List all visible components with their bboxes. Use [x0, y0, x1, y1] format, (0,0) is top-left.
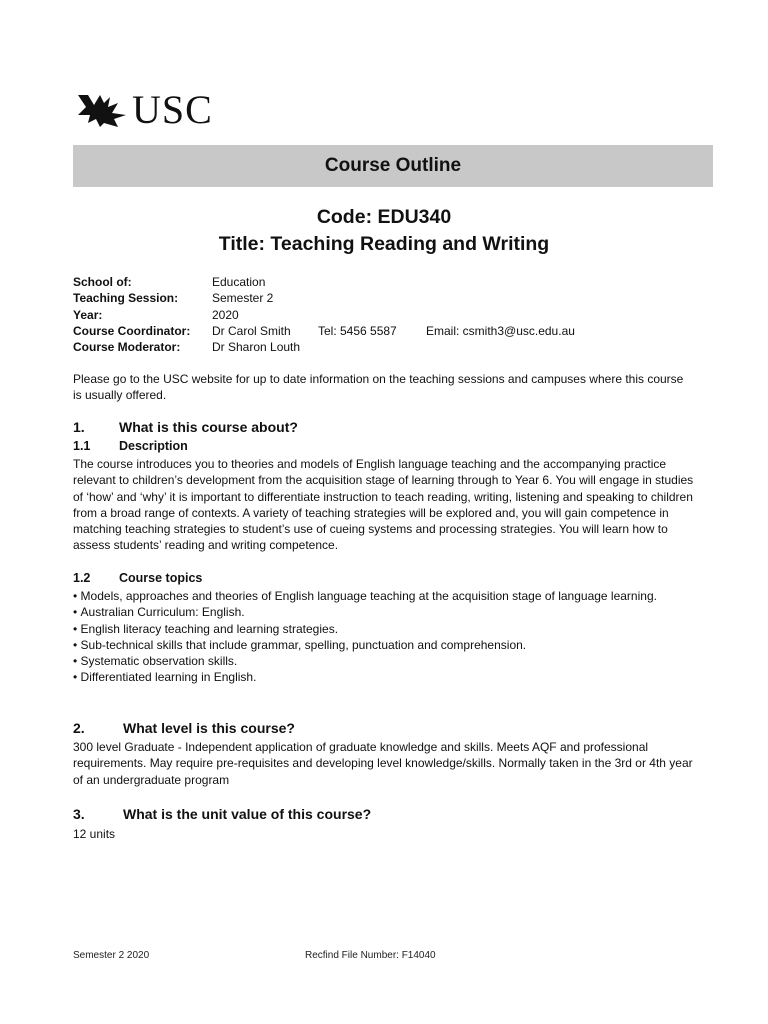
- coordinator-label: Course Coordinator:: [73, 323, 191, 338]
- section-3-heading: [73, 806, 371, 822]
- section-1-1-title: Description: [119, 439, 188, 453]
- session-value: Semester 2: [212, 291, 274, 306]
- coordinator-value: Dr Carol Smith: [212, 323, 291, 338]
- course-title: Title: Teaching Reading and Writing: [218, 233, 550, 255]
- section-2-number: 2.: [73, 720, 85, 736]
- intro-paragraph: Please go to the USC website for up to date information on the teaching sessions and campuses where this course is usually offered.: [73, 372, 684, 403]
- topic-item: • Differentiated learning in English.: [73, 669, 698, 685]
- school-value: Education: [212, 275, 266, 289]
- usc-logo: [78, 87, 213, 132]
- moderator-value: Dr Sharon Louth: [212, 340, 301, 355]
- topic-item: • Australian Curriculum: English.: [73, 604, 698, 620]
- section-1-1-heading: [73, 439, 188, 453]
- topic-item: • English literacy teaching and learning strategies.: [73, 621, 698, 637]
- usc-leaf-icon: [78, 93, 130, 127]
- section-3-number: 3.: [73, 806, 85, 822]
- description-paragraph: The course introduces you to theories and models of English language teaching and the accompanying practice relevant to children’s development from the acquisition stage of learning through to Year 6. You will engage in studies of ‘how’ and ‘why’ it is important to differentiate instruction to teach reading, writing, listening and speaking to children from a broad range of contexts. A variety of teaching strategies will be explored and, you will gain competence in matching teaching strategies to student’s use of cueing systems and processing strategies. You will learn how to assess students’ reading and writing competence.: [73, 457, 694, 553]
- moderator-label: Course Moderator:: [73, 340, 181, 355]
- course-topics-list: [73, 588, 698, 686]
- topic-item: • Systematic observation skills.: [73, 653, 698, 669]
- section-1-1-number: 1.1: [73, 439, 91, 453]
- logo-text: USC: [132, 87, 213, 132]
- section-2-heading: [73, 720, 295, 736]
- course-code: Code: EDU340: [316, 206, 452, 228]
- section-1-2-heading: [73, 571, 202, 585]
- footer-semester: Semester 2 2020: [73, 950, 150, 961]
- session-label: Teaching Session:: [73, 291, 179, 306]
- coordinator-email[interactable]: Email: csmith3@usc.edu.au: [426, 323, 575, 338]
- section-1-title: What is this course about?: [119, 419, 298, 435]
- section-2-title: What level is this course?: [123, 720, 295, 736]
- section-1-2-number: 1.2: [73, 571, 91, 585]
- coordinator-tel: Tel: 5456 5587: [318, 323, 397, 338]
- section-1-2-title: Course topics: [119, 571, 203, 585]
- year-label: Year:: [73, 307, 103, 322]
- topic-item: • Sub-technical skills that include grammar, spelling, punctuation and comprehension.: [73, 637, 698, 653]
- level-paragraph: 300 level Graduate - Independent application of graduate knowledge and skills. Meets AQF and professional requirements. May require pre-requisites and developing level knowledge/skills. Normally taken in the 3rd or 4th year of an undergraduate program: [73, 740, 693, 787]
- section-3-title: What is the unit value of this course?: [123, 806, 372, 822]
- course-heading: [73, 204, 695, 258]
- school-label: School of:: [73, 275, 132, 289]
- section-1-number: 1.: [73, 419, 85, 435]
- year-value: 2020: [212, 307, 239, 322]
- unit-value-text: 12 units: [73, 827, 116, 841]
- footer-recfind: Recfind File Number: F14040: [305, 950, 436, 961]
- banner-title: Course Outline: [324, 155, 462, 176]
- section-1-heading: [73, 419, 298, 435]
- topic-item: • Models, approaches and theories of English language teaching at the acquisition stage of language learning.: [73, 588, 698, 604]
- course-outline-banner: [73, 145, 713, 187]
